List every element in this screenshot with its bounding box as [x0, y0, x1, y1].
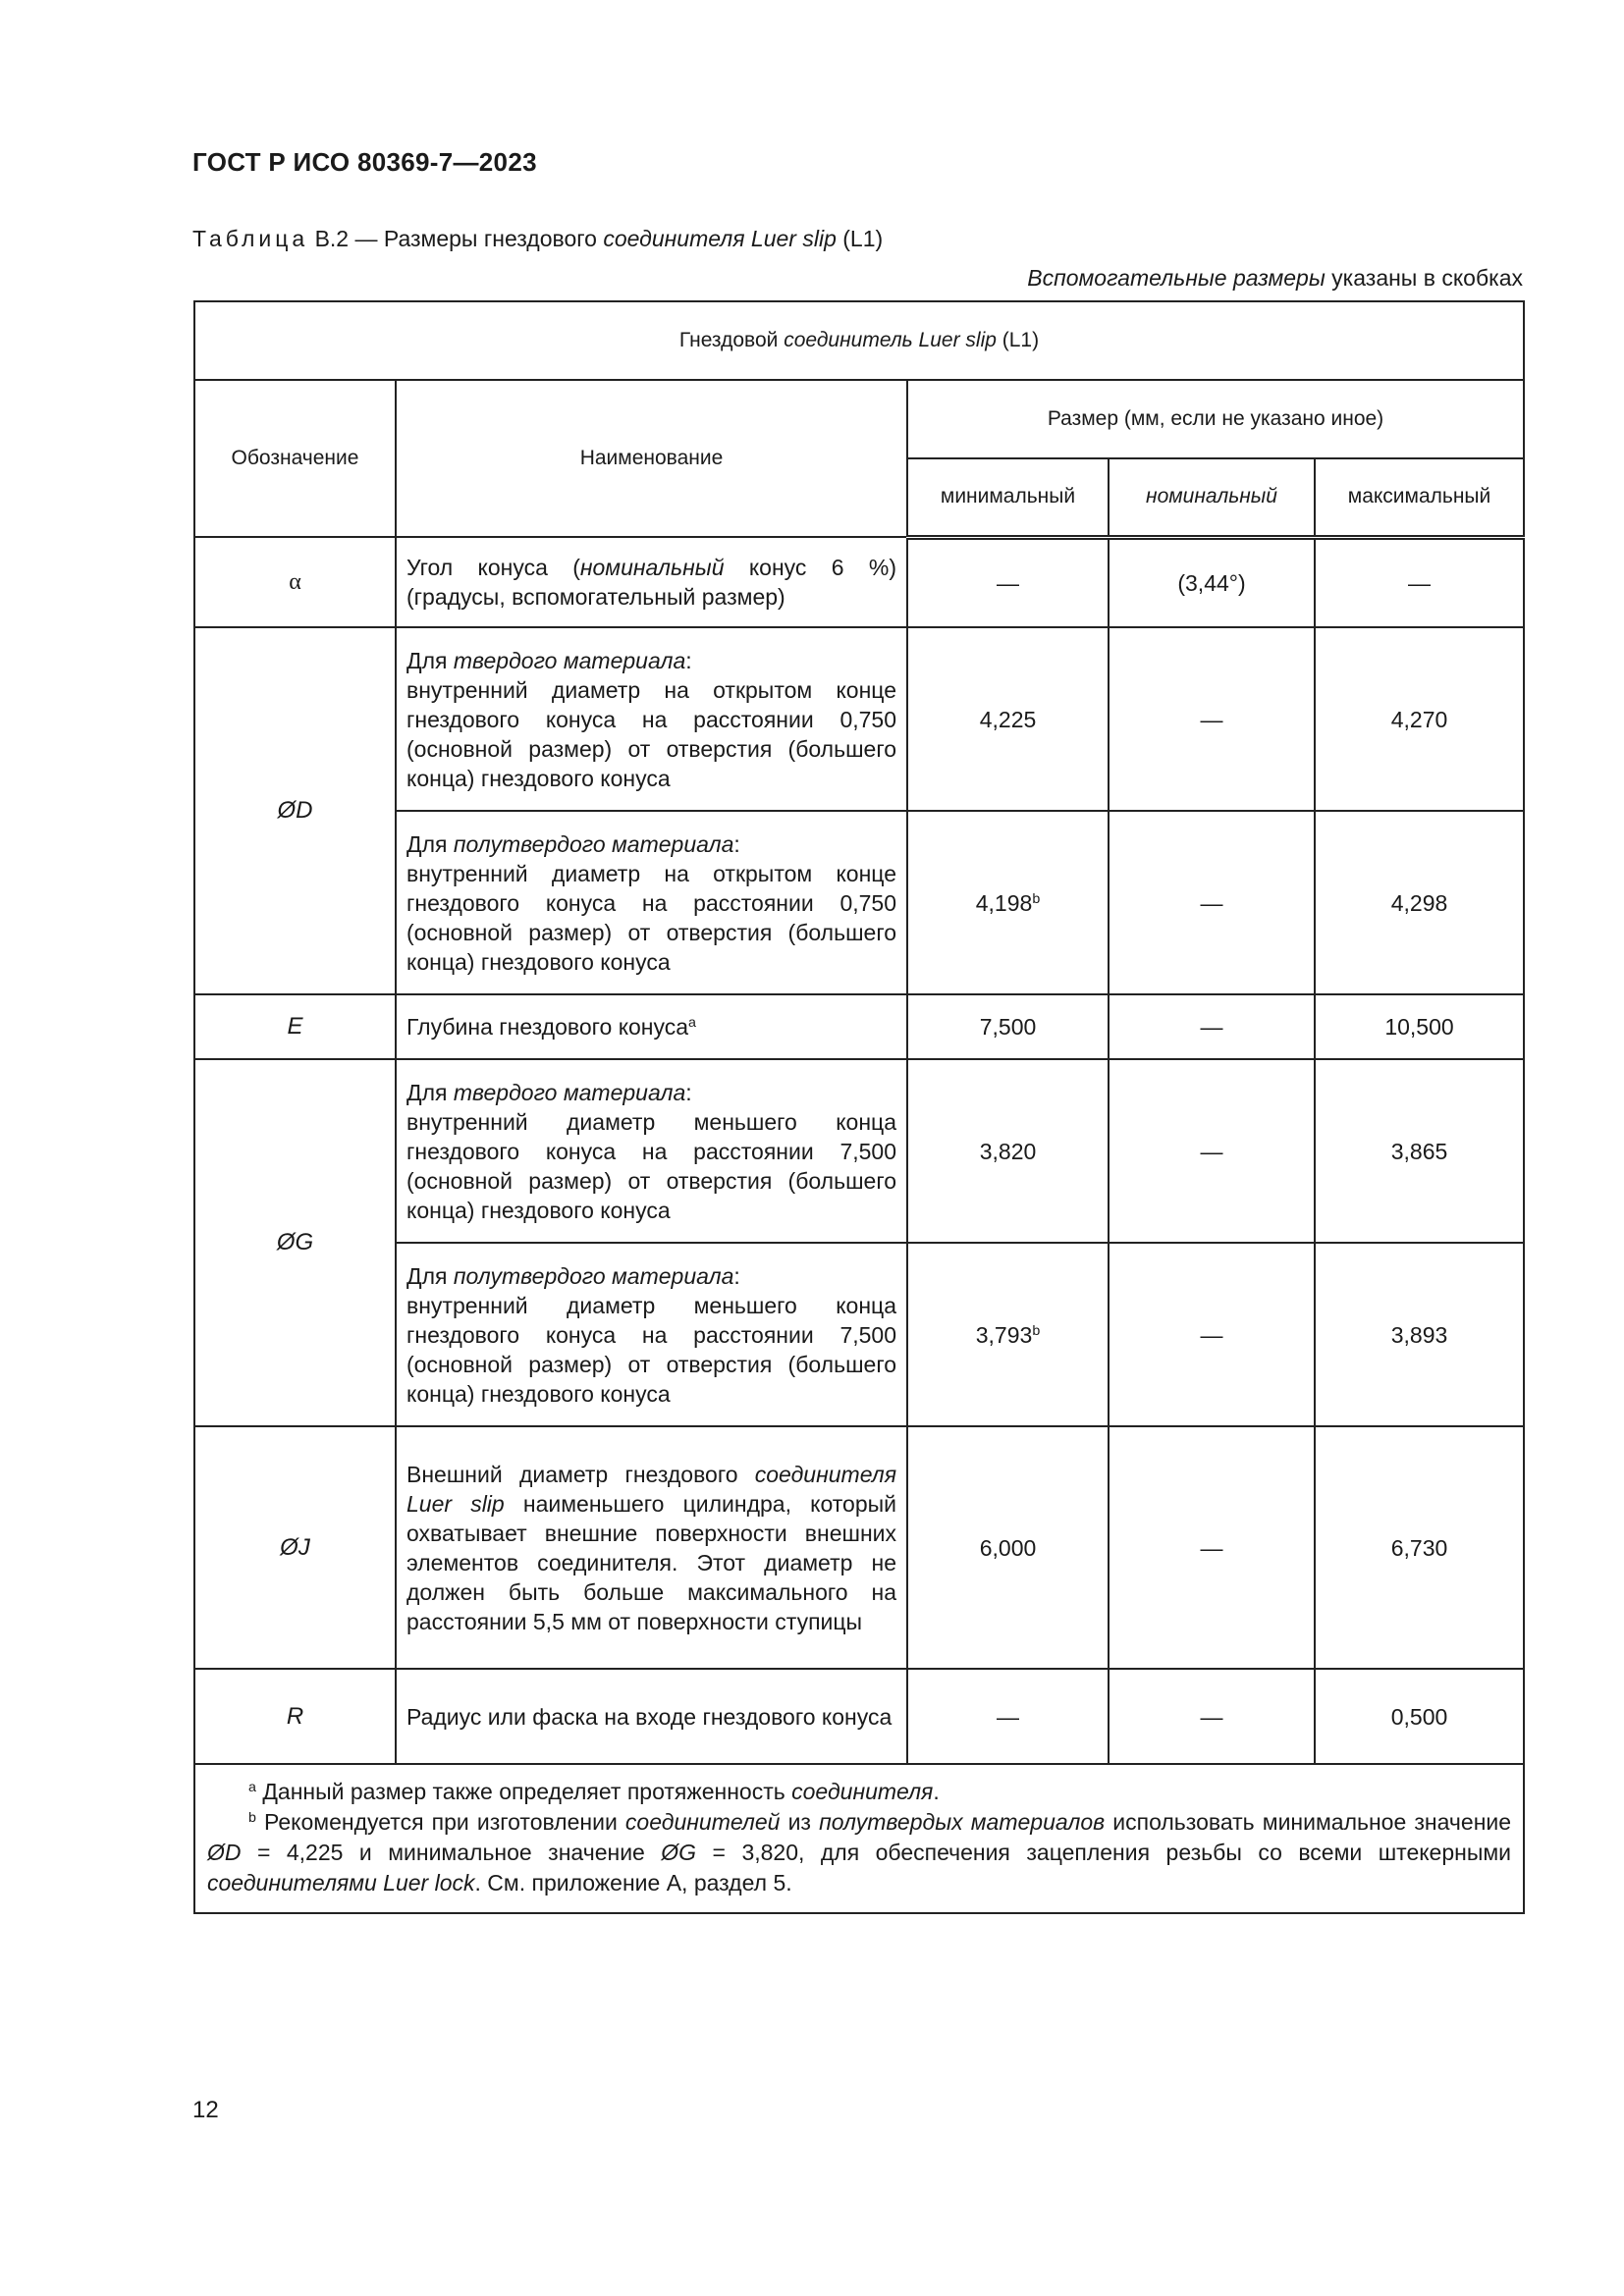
- d-semi-min: [907, 811, 1109, 994]
- desc-alpha-italic: номинальный: [579, 555, 725, 580]
- symbol-alpha: α: [194, 537, 396, 627]
- desc-g-semi-label-italic: полутвердого материала: [453, 1262, 734, 1289]
- header-row-1: [194, 380, 1524, 458]
- d-semi-max: 4,298: [1315, 811, 1524, 994]
- desc-g-hard-text: внутренний диаметр меньшего конца гнездового конуса на расстоянии 7,500 (основной размер) от отверстия (большего конца) гнездового конуса: [406, 1108, 896, 1223]
- g-semi-min: [907, 1243, 1109, 1426]
- auxiliary-note: [1027, 265, 1523, 292]
- table-title-post: (L1): [996, 329, 1040, 351]
- footnote-a-italic: соединителя: [791, 1779, 934, 1804]
- footnote-b-t1: Рекомендуется при изготовлении: [255, 1809, 625, 1835]
- table-row-d-hard: [194, 627, 1524, 811]
- footnote-b-t4: = 4,225 и минимальное значение: [241, 1840, 662, 1865]
- table-row-r: [194, 1669, 1524, 1764]
- desc-d-semi-label-italic: полутвердого материала: [453, 830, 734, 857]
- desc-g-hard-label-pre: Для: [406, 1079, 454, 1105]
- footnote-b-t6: . См. приложение А, раздел 5.: [474, 1870, 792, 1896]
- desc-g-semi-label: [406, 1261, 896, 1291]
- desc-g-semi-text: внутренний диаметр меньшего конца гнездового конуса на расстоянии 7,500 (основной размер) от отверстия (большего конца) гнездового конуса: [406, 1292, 896, 1407]
- alpha-max: —: [1315, 537, 1524, 627]
- caption-italic: соединителя Luer slip: [603, 226, 837, 251]
- footnote-b-t5: = 3,820, для обеспечения зацепления резьбы со всеми штекерными: [696, 1840, 1512, 1865]
- desc-j-post: наименьшего цилиндра, который охватывает внешние поверхности внешних элементов соединителя. Этот диаметр не должен быть больше максимального на расстоянии 5,5 мм от поверхности ступицы: [406, 1490, 896, 1634]
- desc-j: [396, 1426, 907, 1669]
- footnotes: [194, 1764, 1524, 1913]
- g-semi-max: 3,893: [1315, 1243, 1524, 1426]
- d-semi-min-value: 4,198: [975, 889, 1033, 916]
- footnote-a-marker: a: [248, 1780, 256, 1796]
- caption-label: Таблица: [192, 226, 309, 251]
- e-nom: —: [1109, 994, 1315, 1059]
- footnote-b-i3: ØD: [207, 1840, 242, 1865]
- footnote-b-i5: соединителями Luer lock: [207, 1870, 475, 1896]
- desc-alpha: [396, 537, 907, 627]
- desc-g-semi: [396, 1243, 907, 1426]
- g-semi-nom: —: [1109, 1243, 1315, 1426]
- col-header-designation: Обозначение: [194, 380, 396, 537]
- footnotes-row: [194, 1764, 1524, 1913]
- r-nom: —: [1109, 1669, 1315, 1764]
- g-hard-max: 3,865: [1315, 1059, 1524, 1243]
- table-title-pre: Гнездовой: [678, 329, 785, 351]
- j-nom: —: [1109, 1426, 1315, 1669]
- footnote-b-i4: ØG: [661, 1840, 697, 1865]
- col-header-name: Наименование: [396, 380, 907, 537]
- symbol-j: ØJ: [194, 1426, 396, 1669]
- table-row-e: [194, 994, 1524, 1059]
- e-max: 10,500: [1315, 994, 1524, 1059]
- desc-e-footnote-mark: a: [688, 1015, 696, 1032]
- table-title: [194, 301, 1524, 380]
- desc-e: [396, 994, 907, 1059]
- footnote-a-post: .: [933, 1779, 940, 1804]
- desc-g-hard-label-post: :: [685, 1079, 692, 1105]
- footnote-b-t3: использовать минимальное значение: [1105, 1809, 1512, 1835]
- desc-d-hard: [396, 627, 907, 811]
- desc-g-hard-label: [406, 1078, 896, 1107]
- desc-alpha-post: конус 6 %) (градусы, вспомогательный размер): [406, 555, 896, 610]
- symbol-g: ØG: [194, 1059, 396, 1426]
- desc-d-semi-label-pre: Для: [406, 830, 454, 857]
- table-row-g-hard: [194, 1059, 1524, 1243]
- auxiliary-note-italic: Вспомогательные размеры: [1027, 265, 1326, 291]
- footnote-b-marker: b: [248, 1810, 256, 1827]
- table-row-j: [194, 1426, 1524, 1669]
- desc-d-semi-label-post: :: [733, 830, 740, 857]
- footnote-a: [207, 1777, 1511, 1807]
- d-hard-nom: —: [1109, 627, 1315, 811]
- document-header: ГОСТ Р ИСО 80369-7—2023: [192, 147, 537, 177]
- alpha-min: —: [907, 537, 1109, 627]
- footnote-b-t2: из: [780, 1809, 820, 1835]
- desc-j-pre: Внешний диаметр гнездового: [406, 1461, 755, 1487]
- footnote-b-i1: соединителей: [624, 1809, 781, 1835]
- g-hard-nom: —: [1109, 1059, 1315, 1243]
- desc-d-semi-label: [406, 829, 896, 859]
- r-min: —: [907, 1669, 1109, 1764]
- desc-d-semi-text: внутренний диаметр на открытом конце гнездового конуса на расстоянии 0,750 (основной размер) от отверстия (большего конца) гнездового конуса: [406, 860, 896, 975]
- d-hard-min: 4,225: [907, 627, 1109, 811]
- desc-g-semi-label-pre: Для: [406, 1262, 454, 1289]
- caption-suffix: (L1): [836, 226, 884, 251]
- table-title-italic: соединитель Luer slip: [784, 329, 997, 351]
- symbol-e: E: [194, 994, 396, 1059]
- desc-d-hard-label-post: :: [685, 647, 692, 673]
- col-header-min: минимальный: [907, 458, 1109, 537]
- col-header-nom-text: номинальный: [1146, 485, 1277, 508]
- desc-alpha-pre: Угол конуса (: [406, 555, 580, 580]
- desc-d-hard-text: внутренний диаметр на открытом конце гнездового конуса на расстоянии 0,750 (основной размер) от отверстия (большего конца) гнездового конуса: [406, 676, 896, 791]
- r-max: 0,500: [1315, 1669, 1524, 1764]
- table-row-alpha: [194, 537, 1524, 627]
- footnote-b: [207, 1807, 1511, 1898]
- page-number: 12: [192, 2097, 219, 2123]
- symbol-r: R: [194, 1669, 396, 1764]
- d-semi-nom: —: [1109, 811, 1315, 994]
- col-header-max: максимальный: [1315, 458, 1524, 537]
- desc-d-hard-label: [406, 646, 896, 675]
- desc-e-text: Глубина гнездового конуса: [406, 1014, 689, 1040]
- symbol-d: ØD: [194, 627, 396, 994]
- footnote-a-pre: Данный размер также определяет протяженность: [255, 1779, 792, 1804]
- alpha-nom: (3,44°): [1109, 537, 1315, 627]
- desc-g-hard: [396, 1059, 907, 1243]
- j-min: 6,000: [907, 1426, 1109, 1669]
- desc-j-italic: соединителя Luer slip: [406, 1461, 896, 1517]
- d-semi-min-footnote-mark: b: [1032, 890, 1041, 907]
- desc-g-hard-label-italic: твердого материала: [453, 1079, 686, 1105]
- desc-d-hard-label-italic: твердого материала: [453, 647, 686, 673]
- e-min: 7,500: [907, 994, 1109, 1059]
- j-max: 6,730: [1315, 1426, 1524, 1669]
- auxiliary-note-rest: указаны в скобках: [1325, 265, 1523, 291]
- g-hard-min: 3,820: [907, 1059, 1109, 1243]
- g-semi-min-value: 3,793: [975, 1321, 1033, 1348]
- desc-d-semi: [396, 811, 907, 994]
- desc-g-semi-label-post: :: [733, 1262, 740, 1289]
- desc-d-hard-label-pre: Для: [406, 647, 454, 673]
- col-header-nom: [1109, 458, 1315, 537]
- d-hard-max: 4,270: [1315, 627, 1524, 811]
- caption-number: В.2 — Размеры гнездового: [308, 226, 604, 251]
- table-caption: [192, 226, 883, 252]
- footnote-b-i2: полутвердых материалов: [819, 1809, 1106, 1835]
- g-semi-min-footnote-mark: b: [1032, 1322, 1041, 1339]
- dimensions-table: [193, 300, 1525, 1914]
- table-title-row: [194, 301, 1524, 380]
- desc-r: Радиус или фаска на входе гнездового конуса: [396, 1669, 907, 1764]
- col-header-size: Размер (мм, если не указано иное): [907, 380, 1524, 458]
